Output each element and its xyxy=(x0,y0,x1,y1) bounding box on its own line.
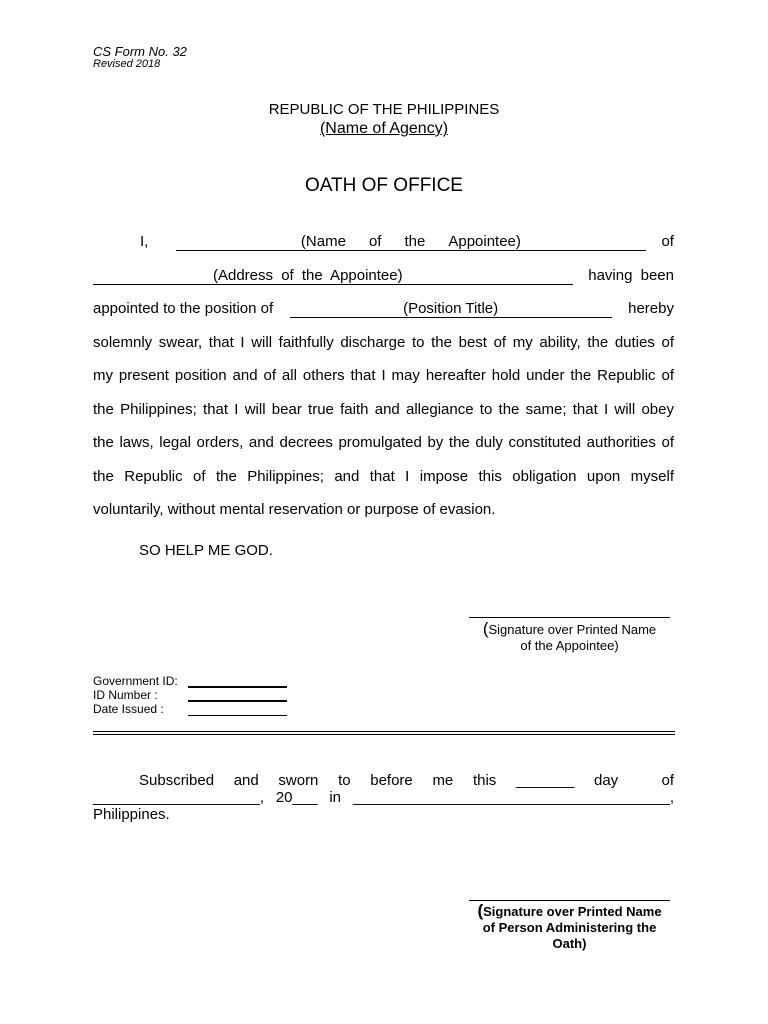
date-issued-field[interactable] xyxy=(188,715,287,716)
appointed-to-text: appointed to the position of xyxy=(93,300,274,317)
so-help-me-god: SO HELP ME GOD. xyxy=(139,542,273,559)
oath-line-6: the Philippines; that I will bear true faith and allegiance to the same; that I will obey xyxy=(93,401,674,418)
agency-name-placeholder: (Name of Agency) xyxy=(319,120,449,137)
republic-heading: REPUBLIC OF THE PHILIPPINES xyxy=(268,101,500,118)
appointee-name-placeholder: (Name of the Appointee) xyxy=(300,233,521,250)
government-id-field[interactable] xyxy=(188,686,287,688)
administering-signature-paren: ( xyxy=(477,901,484,920)
in-text: in xyxy=(329,789,342,806)
administering-signature-line2: of Person Administering the xyxy=(482,920,657,935)
subscribed-word: this xyxy=(472,772,497,789)
year-blank[interactable]: 20___ xyxy=(275,789,318,806)
subscribed-word: Subscribed xyxy=(139,772,215,789)
appointee-signature-paren: ( xyxy=(482,619,489,638)
oath-i: I, xyxy=(140,233,149,250)
subscribed-word: me xyxy=(432,772,454,789)
hereby-text: hereby xyxy=(628,300,674,317)
oath-line-7: the laws, legal orders, and decrees promulgated by the duly constituted authorities of xyxy=(93,434,674,451)
day-blank[interactable]: _______ xyxy=(515,772,575,789)
subscribed-line-2 xyxy=(93,789,674,809)
appointee-signature-line2: of the Appointee) xyxy=(520,638,619,653)
subscribed-word: and xyxy=(233,772,259,789)
administering-signature-label xyxy=(462,903,677,952)
oath-of: of xyxy=(661,233,674,250)
separator-line-bottom xyxy=(93,734,675,735)
oath-line-2 xyxy=(93,267,674,287)
form-number: CS Form No. 32 xyxy=(93,44,187,59)
oath-line-5: my present position and of all others that I may hereafter hold under the Republic of xyxy=(93,367,674,384)
month-blank[interactable]: ____________________, xyxy=(93,789,265,806)
oath-line-9: voluntarily, without mental reservation or purpose of evasion. xyxy=(93,501,496,518)
id-number-label: ID Number : xyxy=(93,688,158,702)
separator-line-top xyxy=(93,731,675,732)
document-title: OATH OF OFFICE xyxy=(305,175,463,196)
date-issued-label: Date Issued : xyxy=(93,702,164,716)
appointee-signature-label xyxy=(462,621,677,654)
oath-line-4: solemnly swear, that I will faithfully discharge to the best of my ability, the duties of xyxy=(93,334,674,351)
subscribed-word: before xyxy=(370,772,413,789)
oath-line-8: the Republic of the Philippines; and that I impose this obligation upon myself xyxy=(93,468,674,485)
having-been-text: having been xyxy=(588,267,674,284)
appointee-address-field xyxy=(93,267,573,285)
government-id-label: Government ID: xyxy=(93,674,178,688)
philippines-text: Philippines. xyxy=(93,806,170,823)
appointee-signature-line xyxy=(469,617,670,618)
appointee-signature-line1: Signature over Printed Name xyxy=(488,622,657,637)
administering-signature-line1: Signature over Printed Name xyxy=(483,904,662,919)
appointee-name-field xyxy=(176,233,646,251)
appointee-address-placeholder: (Address of the Appointee) xyxy=(213,267,403,284)
place-blank[interactable]: ______________________________________, xyxy=(352,789,674,806)
oath-line-3 xyxy=(93,300,674,320)
revision-date: Revised 2018 xyxy=(93,58,161,70)
subscribed-word: sworn xyxy=(278,772,319,789)
day-of-text: day of xyxy=(594,772,674,789)
oath-line-1 xyxy=(93,233,674,253)
subscribed-word: to xyxy=(338,772,351,789)
id-number-field[interactable] xyxy=(188,700,287,702)
position-title-field xyxy=(290,300,612,318)
administering-signature-line xyxy=(469,900,670,901)
position-title-placeholder: (Position Title) xyxy=(403,300,499,317)
administering-signature-line3: Oath) xyxy=(552,936,587,951)
